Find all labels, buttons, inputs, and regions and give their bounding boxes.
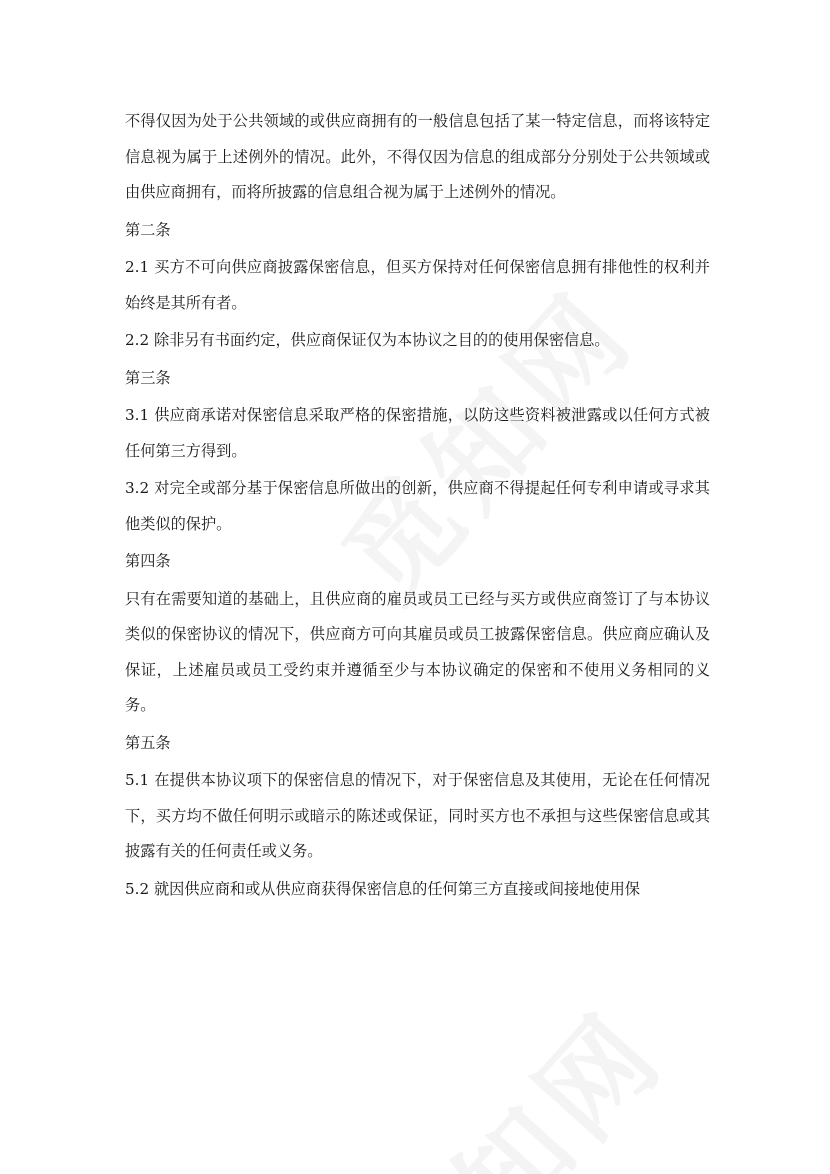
- heading-article-2: 第二条: [125, 220, 171, 239]
- paragraph-5-2: 5.2 就因供应商和或从供应商获得保密信息的任何第三方直接或间接地使用保: [125, 879, 640, 898]
- heading-article-5: 第五条: [125, 733, 171, 752]
- paragraph-3-2: 3.2 对完全或部分基于保密信息所做出的创新，供应商不得提起任何专利申请或寻求其他类似的保护。: [125, 479, 710, 533]
- heading-article-3: 第三条: [125, 368, 171, 387]
- watermark-logo: [332, 970, 694, 1174]
- heading-article-4: 第四条: [125, 552, 171, 570]
- paragraph-2-2: 2.2 除非另有书面约定，供应商保证仅为本协议之目的的使用保密信息。: [125, 331, 610, 349]
- paragraph-2-1: 2.1 买方不可向供应商披露保密信息，但买方保持对任何保密信息拥有排他性的权利并始终是其所有者。: [125, 258, 710, 312]
- paragraph-3-1: 3.1 供应商承诺对保密信息采取严格的保密措施，以防这些资料被泄露或以任何方式被任何第三方得到。: [125, 406, 710, 460]
- paragraph-5-1: 5.1 在提供本协议项下的保密信息的情况下，对于保密信息及其使用，无论在任何情况下，买方均不做任何明示或暗示的陈述或保证，同时买方也不承担与这些保密信息或其披露有关的任何责任或义务。: [125, 771, 710, 860]
- paragraph-exclusions: 不得仅因为处于公共领域的或供应商拥有的一般信息包括了某一特定信息，而将该特定信息视为属于上述例外的情况。此外，不得仅因为信息的组成部分分别处于公共领域或由供应商拥有，而将所披露的信息组合视为属于上述例外的情况。: [125, 112, 710, 201]
- document-body: [125, 104, 710, 907]
- paragraph-4: 只有在需要知道的基础上，且供应商的雇员或员工已经与买方或供应商签订了与本协议类似的保密协议的情况下，供应商方可向其雇员或员工披露保密信息。供应商应确认及保证，上述雇员或员工受约束并遵循至少与本协议确定的保密和不使用义务相同的义务。: [125, 589, 710, 714]
